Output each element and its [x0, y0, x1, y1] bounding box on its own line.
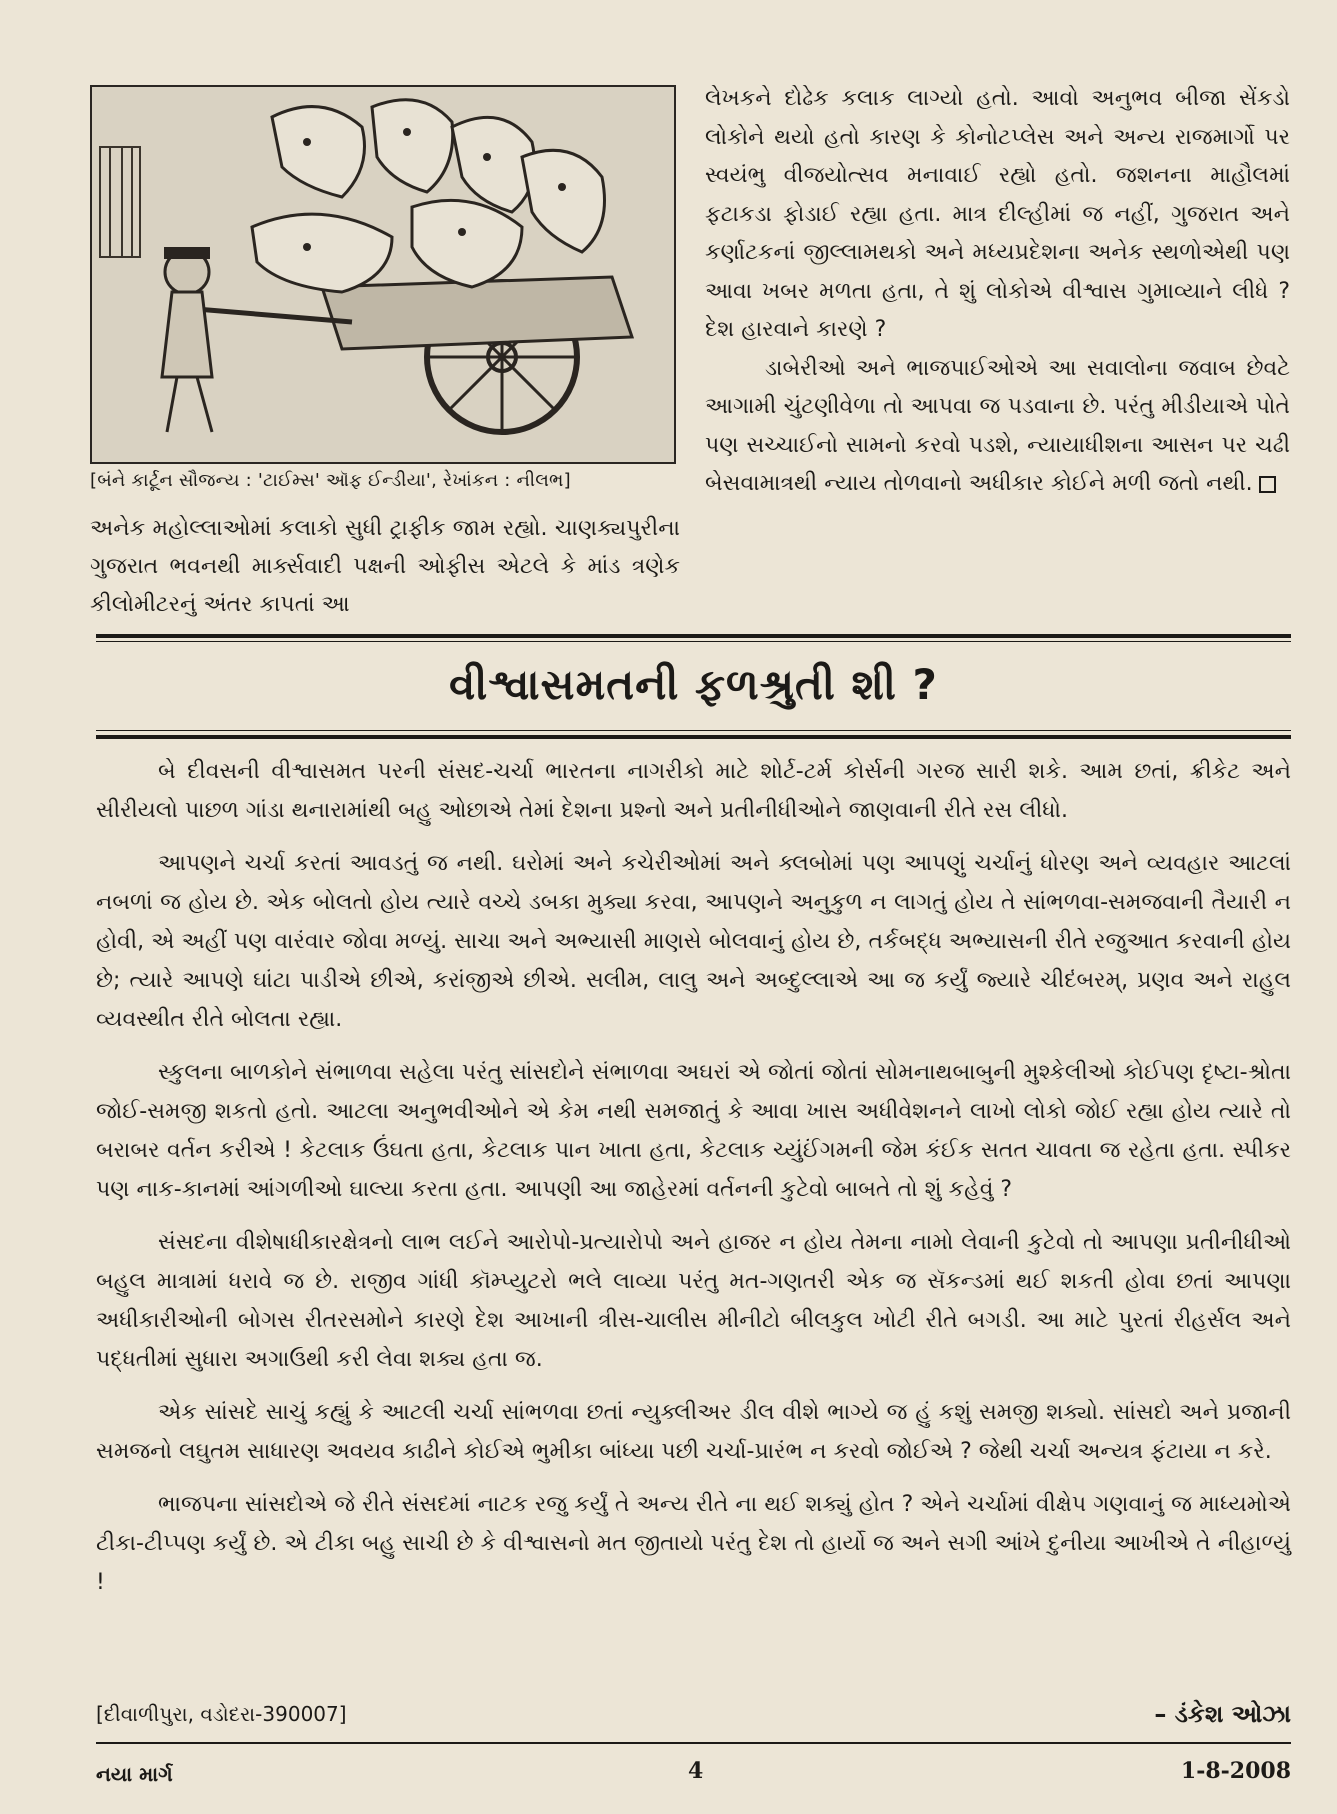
- article-paragraph: આપણને ચર્ચા કરતાં આવડતું જ નથી. ઘરોમાં અને કચેરીઓમાં અને ક્લબોમાં પણ આપણું ચર્ચાનું ધોરણ અને વ્યવહાર આટલાં નબળાં જ હોય છે. એક બોલતો હોય ત્યારે વચ્ચે ડબકા મુક્યા કરવા, આપણને અનુકુળ ન લાગતું હોય તે સાંભળવા-સમજવાની તૈયારી ન હોવી, એ અહીં પણ વારંવાર જોવા મળ્યું. સાચા અને અભ્યાસી માણસે બોલવાનું હોય છે, તર્કબદ્ધ અભ્યાસની રીતે રજુઆત કરવાની હોય છે; ત્યારે આપણે ઘાંટા પાડીએ છીએ, કરાંજીએ છીએ. સલીમ, લાલુ અને અબ્દુલ્લાએ આ જ કર્યું જ્યારે ચીદંબરમ્, પ્રણવ અને રાહુલ વ્યવસ્થીત રીતે બોલતા રહ્યા.: [96, 851, 1291, 1032]
- cartoon-drawing: [92, 87, 674, 462]
- issue-date: 1-8-2008: [1180, 1758, 1291, 1784]
- article-body: [96, 752, 1291, 1616]
- article-paragraph: બે દીવસની વીશ્વાસમત પરની સંસદ-ચર્ચા ભારતના નાગરીકો માટે શોર્ટ-ટર્મ કોર્સની ગરજ સારી શકે. આમ છતાં, ક્રીકેટ અને સીરીયલો પાછળ ગાંડા થનારામાંથી બહુ ઓછાએ તેમાં દેશના પ્રશ્નો અને પ્રતીનીધીઓને જાણવાની રીતે રસ લીધો.: [96, 759, 1291, 823]
- article-paragraph: સ્કુલના બાળકોને સંભાળવા સહેલા પરંતુ સાંસદોને સંભાળવા અઘરાં એ જોતાં જોતાં સોમનાથબાબુની મુશ્કેલીઓ કોઈપણ દૃષ્ટા-શ્રોતા જોઈ-સમજી શકતો હતો. આટલા અનુભવીઓને એ કેમ નથી સમજાતું કે આવા ખાસ અધીવેશનને લાખો લોકો જોઈ રહ્યા હોય ત્યારે તો બરાબર વર્તન કરીએ ! કેટલાક ઉંઘતા હતા, કેટલાક પાન ખાતા હતા, કેટલાક ચ્યુંઈંગમની જેમ કંઈક સતત ચાવતા જ રહેતા હતા. સ્પીકર પણ નાક-કાનમાં આંગળીઓ ઘાલ્યા કરતા હતા. આપણી આ જાહેરમાં વર્તનની કુટેવો બાબતે તો શું કહેવું ?: [96, 1060, 1291, 1202]
- cartoon-credit: [બંને કાર્ટૂન સૌજન્ય : 'ટાઈમ્સ' ઑફ ઈન્ડીયા', રેખાંકન : નીલભ]: [90, 470, 571, 491]
- cartoon-illustration: [90, 85, 676, 464]
- page-number: 4: [688, 1758, 704, 1784]
- magazine-name: નયા માર્ગ: [96, 1762, 173, 1786]
- left-column-paragraph: અનેક મહોલ્લાઓમાં કલાકો સુધી ટ્રાફીક જામ રહ્યો. ચાણક્યપુરીના ગુજરાત ભવનથી માર્ક્સવાદી પક્ષની ઓફીસ એટલે કે માંડ ત્રણેક કીલોમીટરનું અંતર કાપતાં આ: [90, 516, 680, 617]
- footer-rule: [96, 1742, 1291, 1744]
- right-column-paragraph-2: [705, 350, 1290, 504]
- right-column-text: [705, 80, 1290, 504]
- headline-rule-top: [96, 634, 1291, 638]
- left-column-text: [90, 510, 680, 624]
- article-paragraph: સંસદના વીશેષાધીકારક્ષેત્રનો લાભ લઈને આરોપો-પ્રત્યારોપો અને હાજર ન હોય તેમના નામો લેવાની કુટેવો તો આપણા પ્રતીનીધીઓ બહુલ માત્રામાં ધરાવે જ છે. રાજીવ ગાંધી કૉમ્પ્યુટરો ભલે લાવ્યા પરંતુ મત-ગણતરી એક જ સૅકન્ડમાં થઈ શકતી હોવા છતાં આપણા અધીકારીઓની બોગસ રીતરસમોને કારણે દેશ આખાની ત્રીસ-ચાલીસ મીનીટો બીલકુલ ખોટી રીતે બગડી. આ માટે પુરતાં રીહર્સલ અને પદ્ધતીમાં સુધારા અગાઉથી કરી લેવા શક્ય હતા જ.: [96, 1230, 1291, 1372]
- right-column-paragraph-2-text: ડાબેરીઓ અને ભાજપાઈઓએ આ સવાલોના જવાબ છેવટે આગામી ચુંટણીવેળા તો આપવા જ પડવાના છે. પરંતુ મીડીયાએ પોતે પણ સચ્ચાઈનો સામનો કરવો પડશે, ન્યાયાધીશના આસન પર ચઢી બેસવામાત્રથી ન્યાય તોળવાનો અધીકાર કોઈને મળી જતો નથી.: [705, 355, 1290, 496]
- article-paragraph: એક સાંસદે સાચું કહ્યું કે આટલી ચર્ચા સાંભળવા છતાં ન્યુક્લીઅર ડીલ વીશે ભાગ્યે જ હું કશું સમજી શક્યો. સાંસદો અને પ્રજાની સમજનો લઘુતમ સાધારણ અવયવ કાઢીને કોઈએ ભુમીકા બાંધ્યા પછી ચર્ચા-પ્રારંભ ન કરવો જોઈએ ? જેથી ચર્ચા અન્યત્ર ફંટાયા ન કરે.: [96, 1400, 1291, 1464]
- author-name: – ડંકેશ ઓઝા: [1154, 1700, 1291, 1728]
- end-mark-icon: [1259, 476, 1276, 493]
- author-address: [દીવાળીપુરા, વડોદરા-390007]: [96, 1702, 347, 1726]
- headline-rule-top-thin: [96, 641, 1291, 642]
- article-headline: વીશ્વાસમતની ફળશ્રુતી શી ?: [449, 660, 938, 709]
- right-column-paragraph-1: લેખકને દોઢેક કલાક લાગ્યો હતો. આવો અનુભવ બીજા સેંકડો લોકોને થયો હતો કારણ કે કોનોટપ્લેસ અને અન્ય રાજમાર્ગો પર સ્વયંભુ વીજયોત્સવ મનાવાઈ રહ્યો હતો. જશનના માહૌલમાં ફટાકડા ફોડાઈ રહ્યા હતા. માત્ર દીલ્હીમાં જ નહીં, ગુજરાત અને કર્ણાટકનાં જીલ્લામથકો અને મધ્યપ્રદેશના અનેક સ્થળોએથી પણ આવા ખબર મળતા હતા, તે શું લોકોએ વીશ્વાસ ગુમાવ્યાને લીધે ? દેશ હારવાને કારણે ?: [705, 86, 1290, 342]
- headline-rule-bottom: [96, 735, 1291, 739]
- headline-rule-bottom-thin: [96, 730, 1291, 731]
- article-paragraph: ભાજપના સાંસદોએ જે રીતે સંસદમાં નાટક રજુ કર્યું તે અન્ય રીતે ના થઈ શક્યું હોત ? એને ચર્ચામાં વીક્ષેપ ગણવાનું જ માધ્યમોએ ટીકા-ટીપ્પણ કર્યું છે. એ ટીકા બહુ સાચી છે કે વીશ્વાસનો મત જીતાયો પરંતુ દેશ તો હાર્યો જ અને સગી આંખે દુનીયા આખીએ તે નીહાળ્યું !: [96, 1492, 1291, 1595]
